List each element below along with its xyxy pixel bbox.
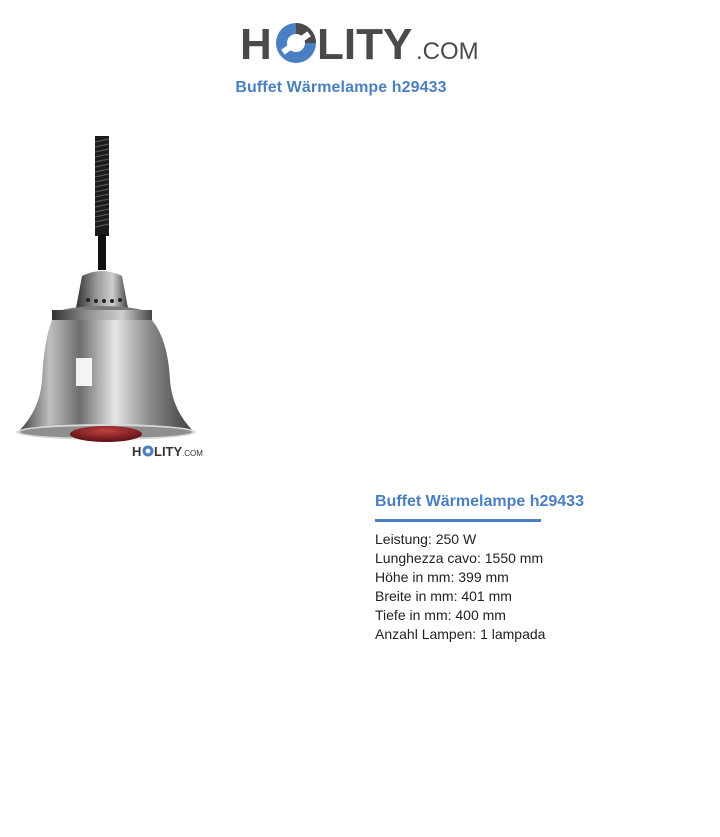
spec-list (375, 530, 675, 644)
spec-item: Anzahl Lampen: 1 lampada (375, 626, 546, 642)
watermark-text-lity: LITY (154, 444, 183, 459)
spec-item: Tiefe in mm: 400 mm (375, 607, 506, 623)
page-title: Buffet Wärmelampe h29433 (235, 79, 447, 96)
logo-o-icon (276, 23, 316, 63)
watermark-letter-h: H (132, 444, 142, 459)
watermark-suffix: .COM (182, 449, 203, 458)
heat-lamp-image (10, 130, 230, 465)
logo-text-lity: LITY (317, 20, 413, 68)
product-title: Buffet Wärmelampe h29433 (375, 493, 584, 510)
logo-letter-h: H (240, 20, 272, 68)
spec-item: Lunghezza cavo: 1550 mm (375, 550, 544, 566)
spec-item: Höhe in mm: 399 mm (375, 569, 509, 585)
spec-item: Leistung: 250 W (375, 531, 477, 547)
image-watermark (132, 444, 203, 459)
product-details (375, 492, 675, 644)
product-image (10, 130, 230, 465)
cable (95, 136, 109, 270)
site-logo[interactable] (240, 16, 485, 68)
logo-suffix: .COM (416, 38, 479, 65)
spec-item: Breite in mm: 401 mm (375, 588, 512, 604)
title-underline (375, 519, 541, 522)
